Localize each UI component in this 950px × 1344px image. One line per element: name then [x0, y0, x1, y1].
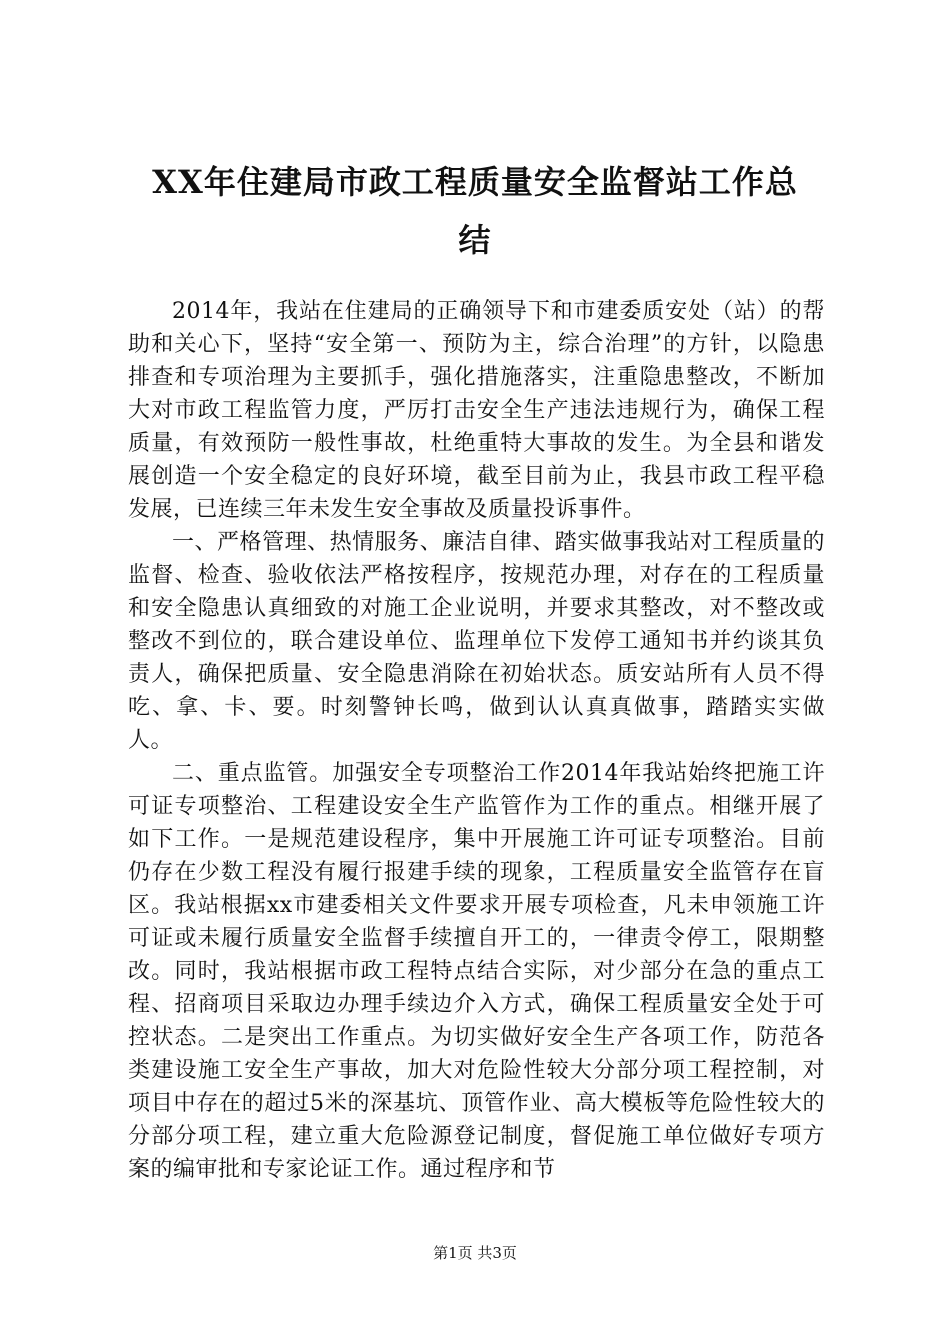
paragraph-intro: 2014年，我站在住建局的正确领导下和市建委质安处（站）的帮助和关心下，坚持“安全第一、预防为主，综合治理”的方针，以隐患排查和专项治理为主要抓手，强化措施落实，注重隐患整改，不断加大对市政工程监管力度，严厉打击安全生产违法违规行为，确保工程质量，有效预防一般性事故，杜绝重特大事故的发生。为全县和谐发展创造一个安全稳定的良好环境，截至目前为止，我县市政工程平稳发展，已连续三年未发生安全事故及质量投诉事件。 — [128, 299, 825, 522]
document-title-line-2: 结 — [458, 221, 492, 259]
document-title-line-1: XX年住建局市政工程质量安全监督站工作总 — [152, 163, 798, 201]
document-body — [128, 295, 825, 1186]
page-footer: 第1页 共3页 — [433, 1244, 517, 1262]
paragraph-section-2: 二、重点监管。加强安全专项整治工作2014年我站始终把施工许可证专项整治、工程建设安全生产监管作为工作的重点。相继开展了如下工作。一是规范建设程序，集中开展施工许可证专项整治。目前仍存在少数工程没有履行报建手续的现象，工程质量安全监管存在盲区。我站根据xx市建委相关文件要求开展专项检查，凡未申领施工许可证或未履行质量安全监督手续擅自开工的，一律责令停工，限期整改。同时，我站根据市政工程特点结合实际，对少部分在急的重点工程、招商项目采取边办理手续边介入方式，确保工程质量安全处于可控状态。二是突出工作重点。为切实做好安全生产各项工作，防范各类建设施工安全生产事故，加大对危险性较大分部分项工程控制，对项目中存在的超过5米的深基坑、顶管作业、高大模板等危险性较大的分部分项工程，建立重大危险源登记制度，督促施工单位做好专项方案的编审批和专家论证工作。通过程序和节 — [128, 761, 825, 1182]
paragraph-section-1: 一、严格管理、热情服务、廉洁自律、踏实做事我站对工程质量的监督、检查、验收依法严格按程序，按规范办理，对存在的工程质量和安全隐患认真细致的对施工企业说明，并要求其整改，对不整改或整改不到位的，联合建设单位、监理单位下发停工通知书并约谈其负责人，确保把质量、安全隐患消除在初始状态。质安站所有人员不得吃、拿、卡、要。时刻警钟长鸣，做到认认真真做事，踏踏实实做人。 — [128, 530, 825, 753]
